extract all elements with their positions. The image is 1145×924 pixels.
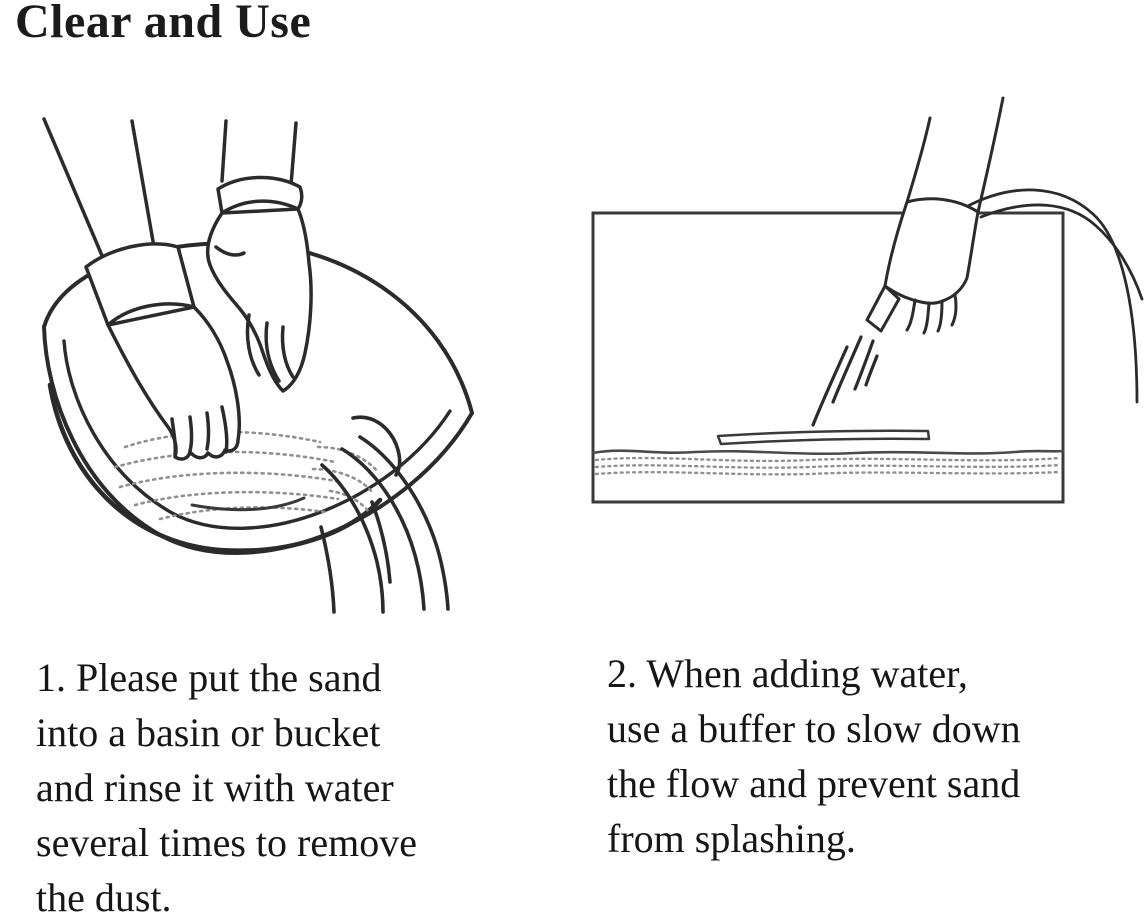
instruction-1-line: 1. Please put the sand <box>36 655 382 700</box>
instruction-step-1 <box>36 650 506 924</box>
instruction-2-line: use a buffer to slow down <box>607 706 1021 751</box>
instruction-step-2 <box>607 646 1107 866</box>
instruction-1-line: several times to remove <box>36 820 417 865</box>
left-hand <box>44 119 239 459</box>
page-title: Clear and Use <box>15 0 312 48</box>
figure-basin-rinse <box>20 95 480 625</box>
basin-rinse-illustration <box>20 95 480 625</box>
tank-buffer-illustration <box>580 90 1145 510</box>
instruction-2-line: the flow and prevent sand <box>607 761 1021 806</box>
figure-tank-buffer <box>580 90 1145 510</box>
instruction-2-line: from splashing. <box>607 816 856 861</box>
instruction-1-line: into a basin or bucket <box>36 710 381 755</box>
instruction-1-line: the dust. <box>36 875 172 920</box>
instruction-1-line: and rinse it with water <box>36 765 394 810</box>
pouring-water <box>321 417 448 612</box>
instruction-2-line: 2. When adding water, <box>607 651 968 696</box>
